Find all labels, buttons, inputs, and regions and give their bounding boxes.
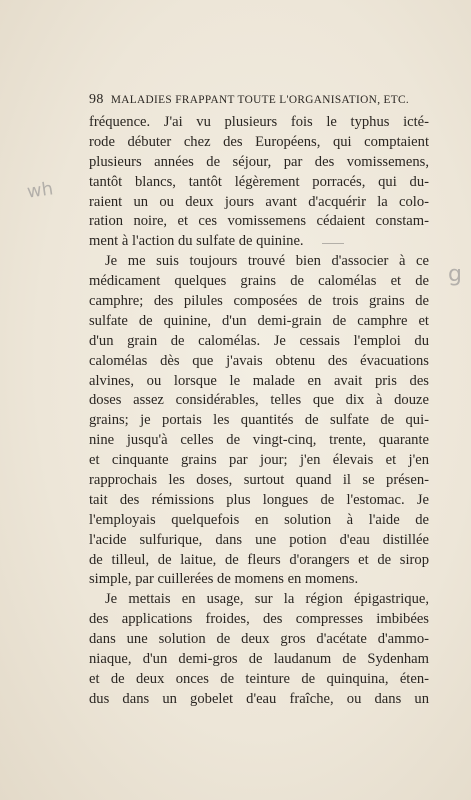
text-line: d'un grain de calomélas. Je cessais l'emploi du: [89, 332, 429, 349]
text-line: l'employais quelquefois en solution à l'aide de: [89, 511, 429, 528]
text-line: tantôt blancs, tantôt légèrement porracés, qui du-: [89, 173, 429, 190]
text-line: simple, par cuillerées de momens en momens.: [89, 571, 359, 588]
pencil-margin-note-right: g: [448, 262, 462, 287]
running-title: MALADIES FRAPPANT TOUTE L'ORGANISATION, ETC.: [110, 94, 410, 106]
pencil-margin-note-left: wh: [25, 178, 55, 203]
text-line: sulfate de quinine, d'un demi-grain de camphre et: [89, 312, 429, 329]
text-line: alvines, ou lorsque le malade en avait pris des: [89, 372, 429, 389]
text-line: et de deux onces de teinture de quinquina, éten-: [89, 670, 429, 687]
text-line: camphre; des pilules composées de trois grains de: [89, 293, 429, 310]
page-number: 98: [89, 92, 104, 107]
text-line: grains; je portais les quantités de sulfate de qui-: [89, 412, 429, 429]
text-line: calomélas dès que j'avais obtenu des évacuations: [89, 352, 429, 369]
body-text: [89, 113, 429, 710]
running-header: [89, 92, 417, 108]
text-line: tait des rémissions plus longues de l'estomac. Je: [89, 491, 429, 508]
text-line: rapprochais les doses, surtout quand il se présen-: [89, 472, 429, 489]
text-line: Je me suis toujours trouvé bien d'associer à ce: [105, 253, 429, 270]
text-line: fréquence. J'ai vu plusieurs fois le typhus icté-: [89, 114, 429, 130]
paragraph-2: [89, 252, 429, 590]
paragraph-1: [89, 113, 429, 252]
text-line: plusieurs années de séjour, par des vomissemens,: [89, 153, 429, 170]
text-line: de tilleul, de laitue, de fleurs d'orangers et de sirop: [89, 551, 429, 568]
text-line: nine jusqu'à celles de vingt-cinq, trente, quarante: [89, 432, 429, 449]
text-line: dans une solution de deux gros d'acétate d'ammo-: [89, 631, 429, 648]
text-line: médicament quelques grains de calomélas et de: [89, 273, 429, 290]
text-line: Je mettais en usage, sur la région épigastrique,: [105, 591, 429, 608]
text-line: rode débuter chez des Européens, qui comptaient: [89, 133, 429, 150]
text-line: doses assez considérables, telles que dix à douze: [89, 392, 429, 409]
paragraph-3: [89, 590, 429, 709]
text-line: des applications froides, des compresses imbibées: [89, 611, 429, 628]
text-line: et cinquante grains par jour; j'en élevais et j'en: [89, 452, 429, 469]
text-line: ration noire, et ces vomissemens cédaient constam-: [89, 213, 429, 230]
text-line: niaque, d'un demi-gros de laudanum de Sydenham: [89, 651, 429, 668]
text-line: l'acide sulfurique, dans une potion d'eau distillée: [89, 531, 429, 548]
text-line: raient un ou deux jours avant d'acquérir la colo-: [89, 193, 429, 210]
text-line: dus dans un gobelet d'eau fraîche, ou dans un: [89, 690, 429, 707]
text-line: ment à l'action du sulfate de quinine.: [89, 233, 304, 250]
